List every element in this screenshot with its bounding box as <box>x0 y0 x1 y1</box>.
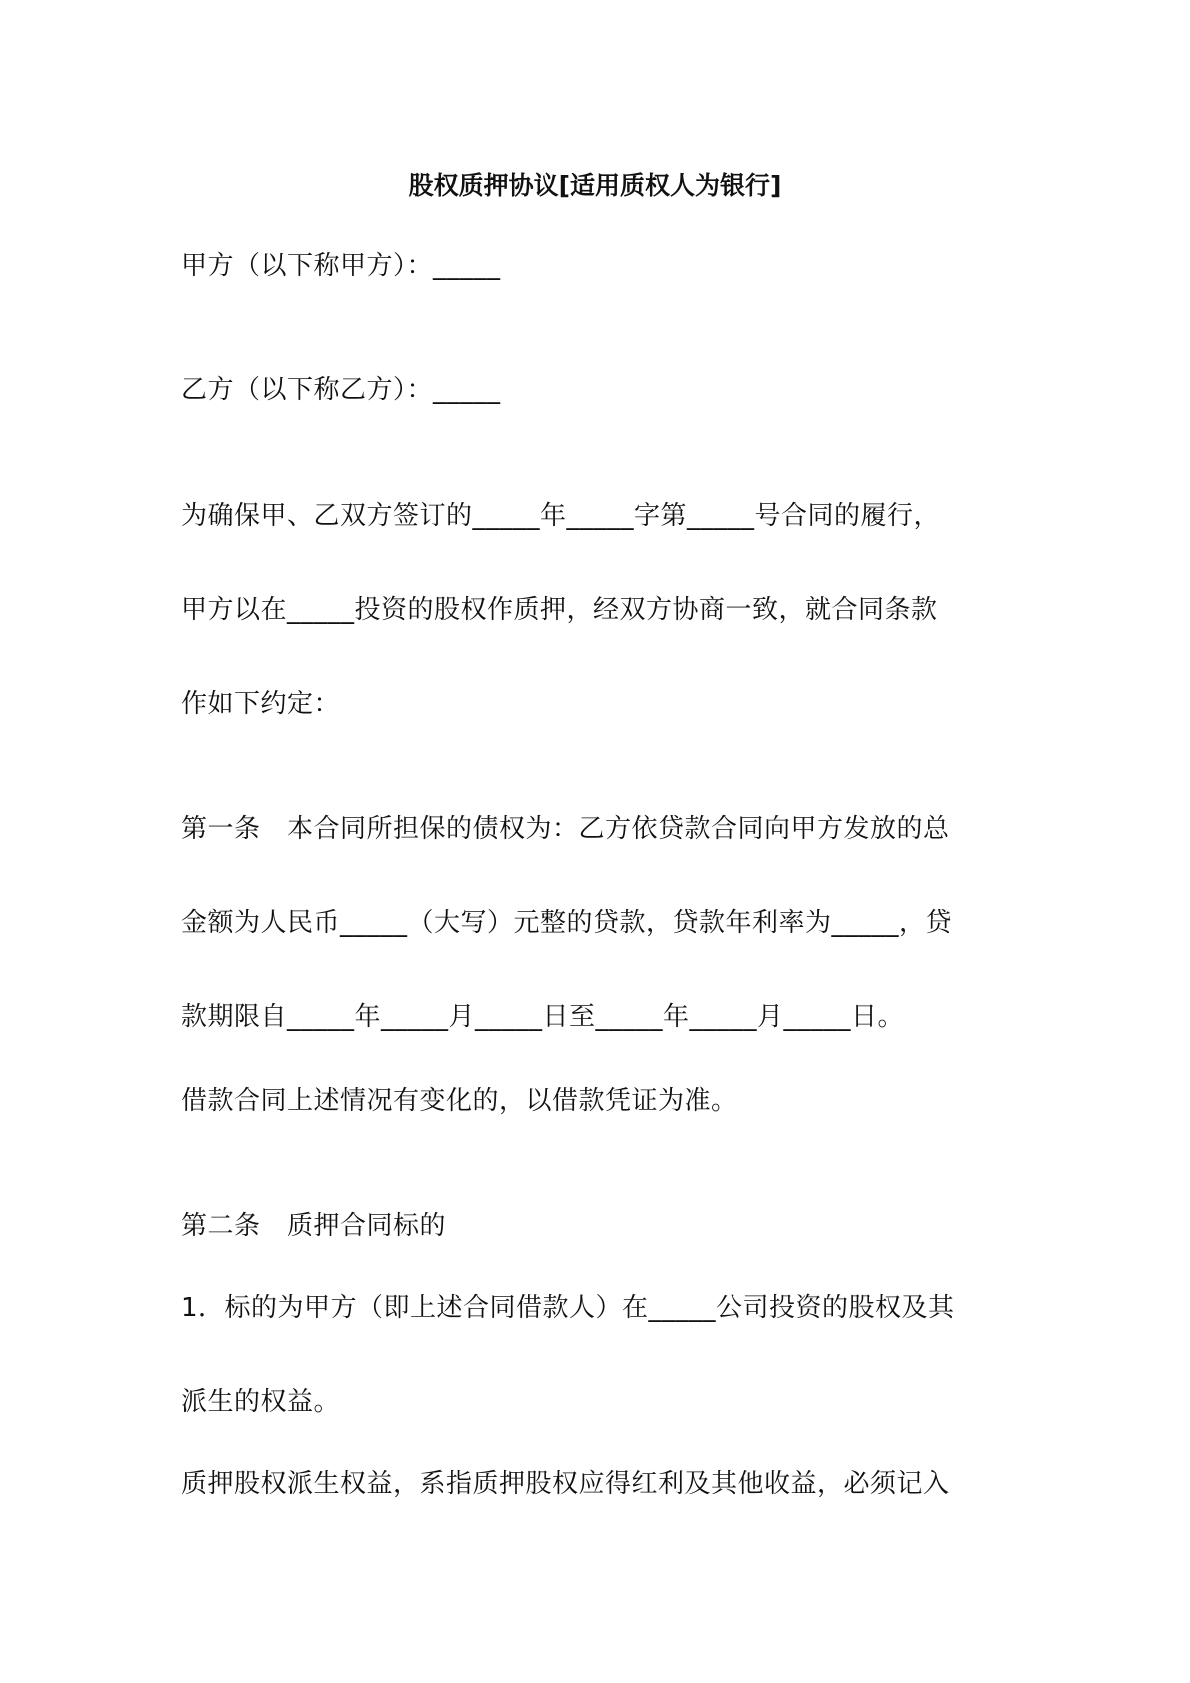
preamble-line-3: 作如下约定： <box>181 689 341 719</box>
party-a-line: 甲方（以下称甲方）：_____ <box>181 251 501 281</box>
article-2-derived-rights-line: 质押股权派生权益，系指质押股权应得红利及其他收益，必须记入 <box>181 1469 950 1499</box>
article-2-heading: 第二条 质押合同标的 <box>181 1211 447 1241</box>
party-b-line: 乙方（以下称乙方）：_____ <box>181 375 501 405</box>
preamble-line-1: 为确保甲、乙双方签订的_____年_____字第_____号合同的履行， <box>181 501 941 531</box>
article-2-item-1-line-2: 派生的权益。 <box>181 1387 341 1417</box>
article-1-note: 借款合同上述情况有变化的，以借款凭证为准。 <box>181 1086 738 1116</box>
preamble-line-2: 甲方以在_____投资的股权作质押，经双方协商一致，就合同条款 <box>181 595 938 625</box>
article-1-line-1: 第一条 本合同所担保的债权为：乙方依贷款合同向甲方发放的总 <box>181 814 950 844</box>
document-title: 股权质押协议[适用质权人为银行] <box>408 171 782 200</box>
article-1-line-3: 款期限自_____年_____月_____日至_____年_____月_____日。 <box>181 1002 905 1032</box>
article-1-line-2: 金额为人民币_____（大写）元整的贷款，贷款年利率为_____，贷 <box>181 908 953 938</box>
article-2-item-1-line-1: 1．标的为甲方（即上述合同借款人）在_____公司投资的股权及其 <box>181 1293 955 1323</box>
